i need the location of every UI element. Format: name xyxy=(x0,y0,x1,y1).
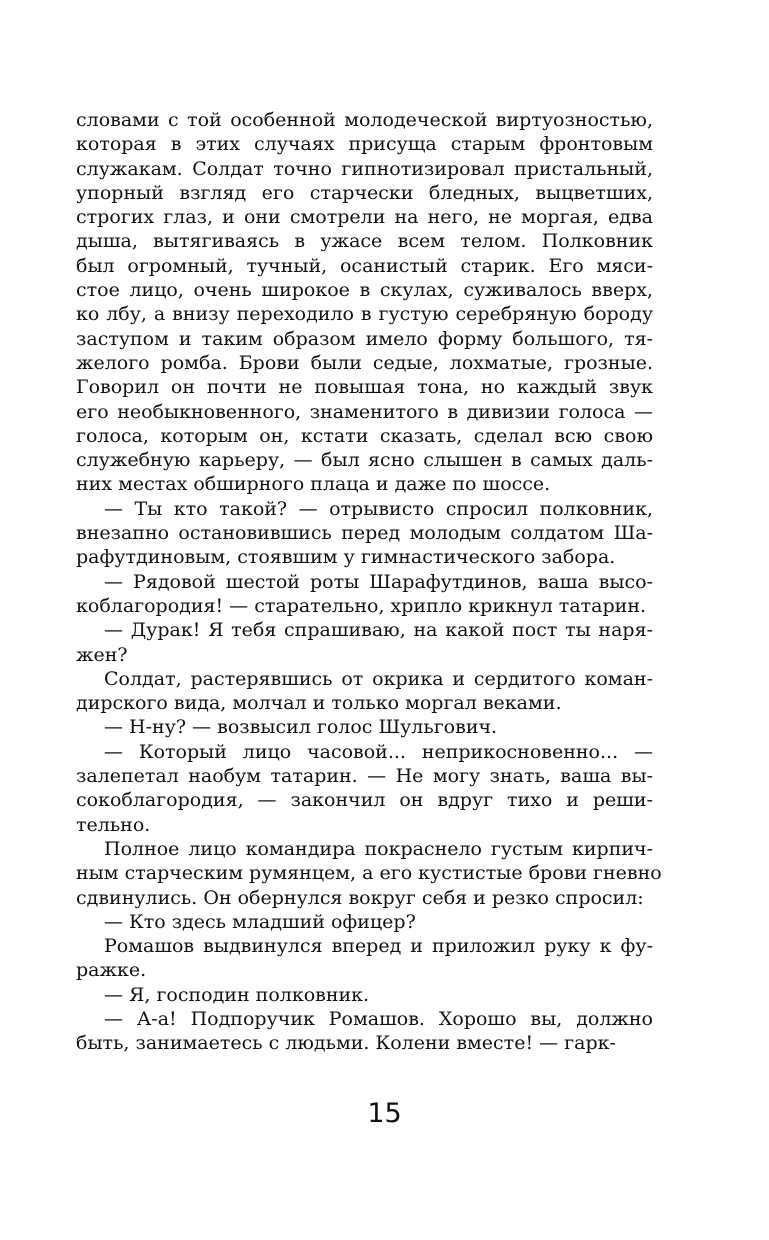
text-line: заступом и таким образом имело форму большого, тя- xyxy=(76,327,653,350)
paragraph xyxy=(76,570,653,619)
text-line: — Кто здесь младший офицер? xyxy=(104,910,416,933)
text-line: дирского вида, молчал и только моргал веками. xyxy=(76,692,562,715)
paragraph xyxy=(76,108,653,497)
paragraph xyxy=(76,618,653,667)
text-line: Солдат, растерявшись от окрика и сердитого коман- xyxy=(104,667,653,690)
text-line: его необыкновенного, знаменитого в дивизии голоса — xyxy=(76,400,653,423)
paragraph xyxy=(76,740,653,837)
text-line: сдвинулись. Он обернулся вокруг себя и резко спросил: xyxy=(76,886,644,909)
text-line: быть, занимаетесь с людьми. Колени вместе! — гарк- xyxy=(76,1032,616,1055)
paragraph xyxy=(76,1007,653,1056)
text-line: которая в этих случаях присуща старым фронтовым xyxy=(76,133,653,156)
paragraph xyxy=(76,983,653,1007)
paragraph xyxy=(76,934,653,983)
text-line: строгих глаз, и они смотрели на него, не моргая, едва xyxy=(76,206,653,229)
text-line: тельно. xyxy=(76,813,151,836)
paragraph xyxy=(76,910,653,934)
paragraph xyxy=(76,715,653,739)
text-line: был огромный, тучный, осанистый старик. Его мяси- xyxy=(76,254,653,277)
text-line: словами с той особенной молодеческой виртуозностью, xyxy=(76,109,653,131)
text-line: коблагородия! — старательно, хрипло крикнул татарин. xyxy=(76,594,647,617)
text-line: внезапно остановившись перед молодым солдатом Ша- xyxy=(76,522,653,545)
text-line: ным старческим румянцем, а его кустистые брови гневно xyxy=(76,862,662,885)
text-line: служебную карьеру, — был ясно слышен в самых даль- xyxy=(76,449,653,472)
page-number: 15 xyxy=(367,1098,402,1129)
text-line: — Рядовой шестой роты Шарафутдинов, ваша высо- xyxy=(104,570,653,593)
body-text xyxy=(76,108,662,1056)
text-line: — Ты кто такой? — отрывисто спросил полковник, xyxy=(104,497,653,520)
text-line: залепетал наобум татарин. — Не могу знать, ваша вы- xyxy=(76,765,653,788)
text-line: желого ромба. Брови были седые, лохматые, грозные. xyxy=(76,351,653,374)
paragraph xyxy=(76,667,653,716)
text-line: жен? xyxy=(76,643,128,666)
text-line: стое лицо, очень широкое в скулах, суживалось вверх, xyxy=(76,279,653,302)
text-line: — Который лицо часовой... неприкосновенно... — xyxy=(104,740,653,763)
text-line: Полное лицо командира покраснело густым кирпич- xyxy=(104,837,653,860)
text-line: — Дурак! Я тебя спрашиваю, на какой пост ты наря- xyxy=(104,619,653,642)
text-line: ражке. xyxy=(76,959,147,982)
paragraph xyxy=(76,837,662,910)
text-line: Говорил он почти не повышая тона, но каждый звук xyxy=(76,376,653,399)
text-line: — Н-ну? — возвысил голос Шульгович. xyxy=(104,716,498,739)
text-line: Ромашов выдвинулся вперед и приложил руку к фу- xyxy=(104,935,653,958)
text-line: упорный взгляд его старчески бледных, выцветших, xyxy=(76,181,653,204)
paragraph xyxy=(76,497,653,570)
text-line: рафутдиновым, стоявшим у гимнастического забора. xyxy=(76,546,616,569)
text-line: — А-а! Подпоручик Ромашов. Хорошо вы, должно xyxy=(104,1007,653,1030)
text-line: дыша, вытягиваясь в ужасе всем телом. Полковник xyxy=(76,230,653,253)
text-line: голоса, которым он, кстати сказать, сделал всю свою xyxy=(76,424,653,447)
text-line: — Я, господин полковник. xyxy=(104,983,370,1006)
text-line: них местах обширного плаца и даже по шоссе. xyxy=(76,473,551,496)
text-line: служакам. Солдат точно гипнотизировал пристальный, xyxy=(76,157,653,180)
text-line: ко лбу, а внизу переходило в густую серебряную бороду xyxy=(76,303,653,326)
text-line: сокоблагородия, — закончил он вдруг тихо и реши- xyxy=(76,789,653,812)
